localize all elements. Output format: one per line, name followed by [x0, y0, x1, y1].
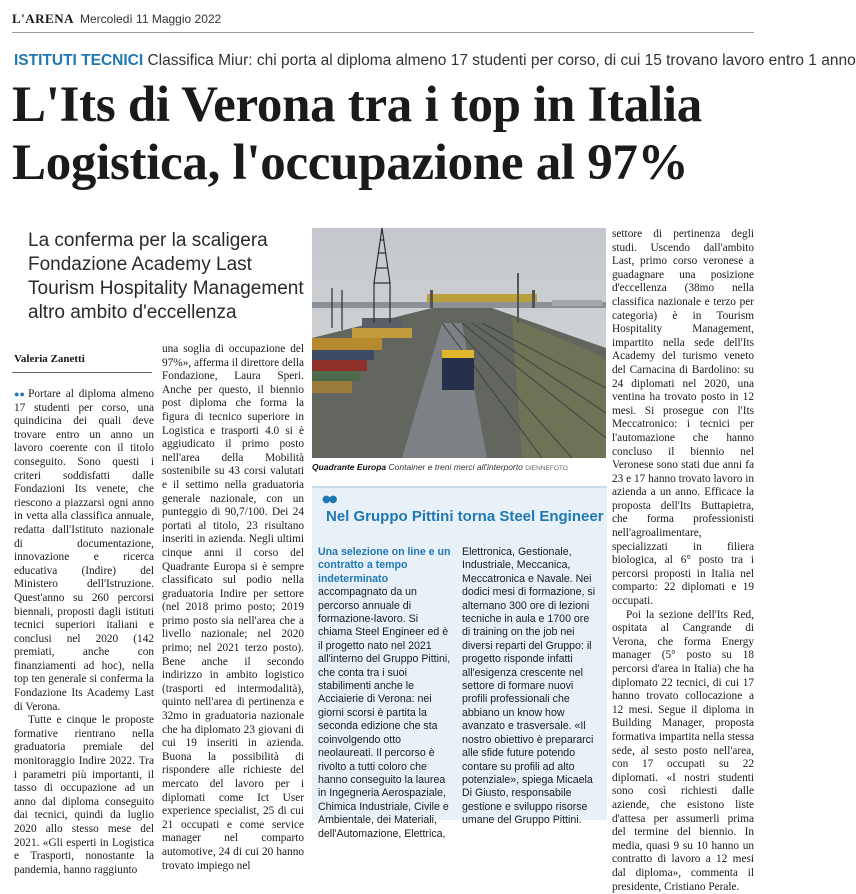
article-column-2: [162, 343, 304, 872]
article-column-1: [14, 388, 155, 876]
sidebar-text: accompagnato da un percorso annuale di formazione-lavoro. Si chiama Steel Engineer ed è il progetto nato nel 2021 all'interno del Gruppo Pittini, che conta tra i suoi stabilimenti anche le Acciaierie di Verona: nei giorni scorsi è partita la seconda edizione che sta coinvolgendo otto neolaureati. Il percorso è rivolto a tutti coloro che hanno conseguito la laurea in Ingegneria Aerospaziale, Chimica Industriale, Civile e Ambientale, dei Materiali, dell'Automazione, Elettrica,: [318, 586, 451, 840]
rail-yard-photo: [312, 228, 606, 458]
headline-line-2: Logistica, l'occupazione al 97%: [12, 135, 689, 191]
sidebar-title: Nel Gruppo Pittini torna Steel Engineer: [326, 508, 604, 525]
article-paragraph: Tutte e cinque le proposte formative rientrano nella graduatoria premiale del monitoraggio Indire 2022. Tra i parametri più importanti, il tasso di occupazione ad un anno dal diploma conseguito dai tecnici, quindi da luglio 2020 allo stesso mese del 2021. «Gli esperti in Logistica e Trasporti, nonostante la pandemia, hanno raggiunto: [14, 714, 154, 876]
article-paragraph: [14, 388, 154, 714]
sidebar-column-1: [318, 546, 452, 841]
photo-caption: [312, 462, 606, 472]
caption-text: Container e treni merci all'interporto: [388, 462, 523, 472]
paragraph-text: Portare al diploma almeno 17 studenti per corso, una quindicina dei quali deve trovare entro un anno un lavoro coerente con il titolo conseguito. Sono questi i criteri soddisfatti dalle Fondazioni Its venete, che riescono a piazzarsi ogni anno in vetta alla classifica annuale, redatta dall'Istituto nazionale di documentazione, innovazione e ricerca educativa (Indire) del Ministero dell'Istruzione. Quest'anno su 260 percorsi biennali, proposti dagli istituti tecnici superiori italiani e conclusi nel 2020 (142 premiati, anche con finanziamenti ad hoc), nella top ten generale si conferma la Fondazione Its Academy Last di Verona.: [14, 388, 155, 713]
section-category: ISTITUTI TECNICI: [14, 52, 144, 69]
sidebar-column-2: Elettronica, Gestionale, Industriale, Meccanica, Meccatronica e Navale. Nei dodici mesi di formazione, si alternano 300 ore di lezioni tecniche in aula e 1700 ore di training on the job nei diversi reparti del Gruppo: il progetto risponde infatti all'esigenza crescente nel settore di formare nuovi profili professionali che abbiano un know how avanzato e trasversale. «Il nostro obiettivo è prepararci alle sfide future potendo contare su profili ad alto potenziale», spiega Micaela Di Giusto, responsabile gestione e sviluppo risorse umane del Gruppo Pittini.: [462, 546, 596, 827]
article-column-3: [612, 228, 754, 893]
caption-place: Quadrante Europa: [312, 462, 387, 472]
kicker-text: Classifica Miur: chi porta al diploma almeno 17 studenti per corso, di cui 15 trovano lavoro entro 1 anno: [147, 52, 856, 69]
headline: [12, 76, 757, 192]
author-byline: Valeria Zanetti: [14, 353, 85, 365]
rail-yard-illustration: [312, 228, 606, 458]
newspaper-brand: L'ARENA: [12, 11, 75, 26]
article-paragraph: Poi la sezione dell'Its Red, ospitata al Cangrande di Verona, che forma Energy manager (5° posto su 18 percorsi d'area in Italia) che ha diplomato 22 tecnici, di cui 17 hanno trovato collocazione a 12 mesi. Segue il diploma in Building Manager, proposta formativa impartita nella stessa sede, al sesto posto nell'area, con 17 occupati su 22 diplomati. «I nostri studenti sono così richiesti dalle aziende, che esistono liste d'attesa per assumerli prima del termine del biennio. In media, quasi 9 su 10 hanno un contratto di lavoro a 12 mesi dal diploma», commenta il presidente, Cristiano Perale.: [612, 608, 754, 893]
masthead: [12, 11, 754, 31]
sidebar-box: [312, 486, 607, 840]
issue-date: Mercoledì 11 Maggio 2022: [80, 12, 222, 26]
subheadline: La conferma per la scaligera Fondazione Academy Last Tourism Hospitality Management altro ambito d'eccellenza: [28, 230, 304, 323]
byline-rule: [12, 372, 152, 373]
headline-line-1: L'Its di Verona tra i top in Italia: [12, 77, 702, 133]
lead-bullet-icon: ●●: [14, 389, 26, 399]
article-paragraph: una soglia di occupazione del 97%», afferma il direttore della Fondazione, Laura Speri. Anche per questo, il biennio post diploma che forma la figura di tecnico superiore in Logistica e trasporti 4.0 si è aggiudicato il primo posto nell'area della Mobilità sostenibile su 43 corsi valutati e il settimo nella graduatoria generale nazionale, con un punteggio di 90,7/100. Dei 24 portati al titolo, 23 risultano inseriti in azienda. Negli ultimi cinque anni il corso del Quadrante Europa si è sempre classificato sul podio nella graduatoria Indire per settore (nel 2018 primo posto; 2019 primo posto sia nell'area che a livello nazionale; nel 2020 primo; nel 2021 terzo posto). Bene anche il secondo indirizzo in ambito logistico (trasporti ed intermodalità), quinto nell'area di pertinenza e 32mo in graduatoria nazionale che ha diplomato 23 giovani di cui 19 inseriti in azienda. Buona la possibilità di rispondere alle richieste del mercato del lavoro per i diplomati come Ict User experience specialist, 25 di cui 21 occupati e come service manager nel comparto automotive, 24 di cui 20 hanno trovato impiego nel: [162, 343, 304, 872]
article-paragraph: settore di pertinenza degli studi. Uscendo dall'ambito Last, primo corso veronese a guadagnare una posizione d'eccellenza (38mo nella classifica nazionale e terzo per categoria) è in Tourism Hospitality Management, impartito nella sede dell'Its Academy del turismo veneto del Carnacina di Bardolino: su 24 diplomati nel 2020, una ventina ha trovato posto in 12 mesi. Si prosegue con l'Its Meccatronico: i tecnici per l'automazione che hanno concluso il biennio nel Veronese sono stati due anni fa 23 e 17 hanno trovato lavoro in azienda a un anno. Efficace la proposta dell'Its Buttapietra, che forma professionisti nell'agroalimentare, specializzati in filiera biologica, al 6° posto tra i percorsi proposti in Italia nel comparto: 22 diplomati e 19 occupati.: [612, 228, 754, 608]
masthead-rule: [12, 32, 754, 33]
photo-credit: DIENNEFOTO: [525, 465, 568, 472]
sidebar-lead: Una selezione on line e un contratto a tempo indeterminato: [318, 546, 451, 585]
sidebar-bullet-icon: ●●: [322, 494, 336, 505]
locomotive: [442, 350, 474, 390]
kicker: [14, 52, 856, 70]
